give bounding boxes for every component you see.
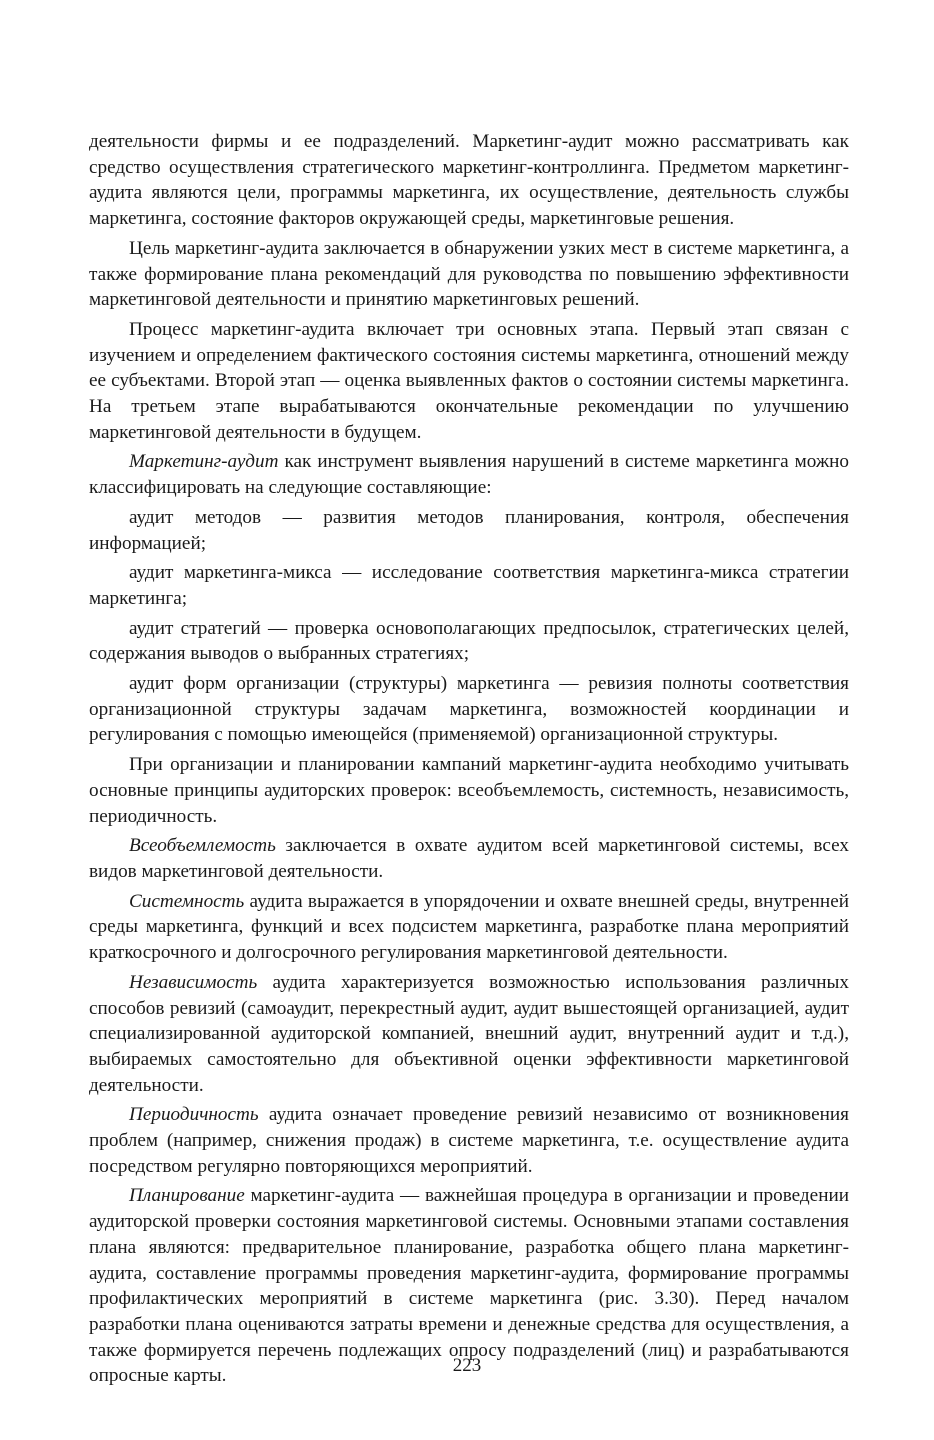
- paragraph-principles: При организации и планировании кампаний маркетинг-аудита необходимо учитывать основные принципы аудиторских проверок: всеобъемлемость, системность, независимость, периодичность.: [89, 754, 849, 827]
- paragraph-1: деятельности фирмы и ее подразделений. Маркетинг-аудит можно рассматривать как средство осуществления стратегического маркетинг-контроллинга. Предметом маркетинг-аудита являются цели, программы маркетинга, их осуществление, деятельность службы маркетинга, состояние факторов окружающей среды, маркетинговые решения.: [89, 131, 849, 230]
- italic-term: Независимость: [129, 971, 258, 993]
- list-item-audit-structure: аудит форм организации (структуры) маркетинга — ревизия полноты соответствия организационной структуры задачам маркетинга, возможностей координации и регулирования с помощью имеющейся (применяемой) организационной структуры.: [89, 673, 849, 746]
- italic-term: Планирование: [129, 1185, 245, 1207]
- paragraph-systematicity: Системность аудита выражается в упорядочении и охвате внешней среды, внутренней среды маркетинга, функций и всех подсистем маркетинга, разработке плана мероприятий краткосрочного и долгосрочного регулирования маркетинговой деятельности.: [89, 890, 849, 964]
- list-item-audit-methods: аудит методов — развития методов планирования, контроля, обеспечения информацией;: [89, 506, 849, 554]
- italic-term: Периодичность: [129, 1104, 259, 1126]
- italic-term: Всеобъемлемость: [129, 835, 276, 857]
- paragraph-3: Процесс маркетинг-аудита включает три основных этапа. Первый этап связан с изучением и определением фактического состояния системы маркетинга, отношений между ее субъектами. Второй этап — оценка выявленных фактов о состоянии системы маркетинга. На третьем этапе вырабатываются окончательные рекомендации по улучшению маркетинговой деятельности в будущем.: [89, 318, 849, 443]
- body-text: [89, 129, 849, 1393]
- paragraph-comprehensiveness: Всеобъемлемость заключается в охвате аудитом всей маркетинговой системы, всех видов маркетинговой деятельности.: [89, 835, 849, 882]
- paragraph-independence: Независимость аудита характеризуется возможностью использования различных способов ревизий (самоаудит, перекрестный аудит, аудит вышестоящей организацией, аудит специализированной аудиторской компанией, внешний аудит, внутренний аудит и т.д.), выбираемых самостоятельно для объективной оценки эффективности маркетинговой деятельности.: [89, 971, 849, 1096]
- page-number: 223: [452, 1355, 482, 1376]
- paragraph-4: Маркетинг-аудит как инструмент выявления нарушений в системе маркетинга можно классифицировать на следующие составляющие:: [89, 451, 849, 499]
- italic-term: Системность: [129, 890, 245, 912]
- paragraph-2: Цель маркетинг-аудита заключается в обнаружении узких мест в системе маркетинга, а также формирование плана рекомендаций для руководства по повышению эффективности маркетинговой деятельности и принятию маркетинговых решений.: [89, 237, 849, 311]
- list-item-audit-mix: аудит маркетинга-микса — исследование соответствия маркетинга-микса стратегии маркетинга;: [89, 562, 849, 609]
- list-item-audit-strategies: аудит стратегий — проверка основополагающих предпосылок, стратегических целей, содержания выводов о выбранных стратегиях;: [89, 617, 849, 665]
- italic-term: Маркетинг-аудит: [129, 451, 279, 473]
- paragraph-periodicity: Периодичность аудита означает проведение ревизий независимо от возникновения проблем (например, снижения продаж) в системе маркетинга, т.е. осуществление аудита посредством регулярно повторяющихся мероприятий.: [89, 1104, 849, 1177]
- paragraph-planning: Планирование маркетинг-аудита — важнейшая процедура в организации и проведении аудиторской проверки состояния маркетинговой системы. Основными этапами составления плана являются: предварительное планирование, разработка общего плана маркетинг-аудита, составление программы проведения маркетинг-аудита, формирование программы профилактических мероприятий в системе маркетинга (рис. 3.30). Перед началом разработки плана оцениваются затраты времени и денежные средства для осуществления, а также формируется перечень подлежащих опросу подразделений (лиц) и разрабатываются опросные карты.: [89, 1185, 849, 1387]
